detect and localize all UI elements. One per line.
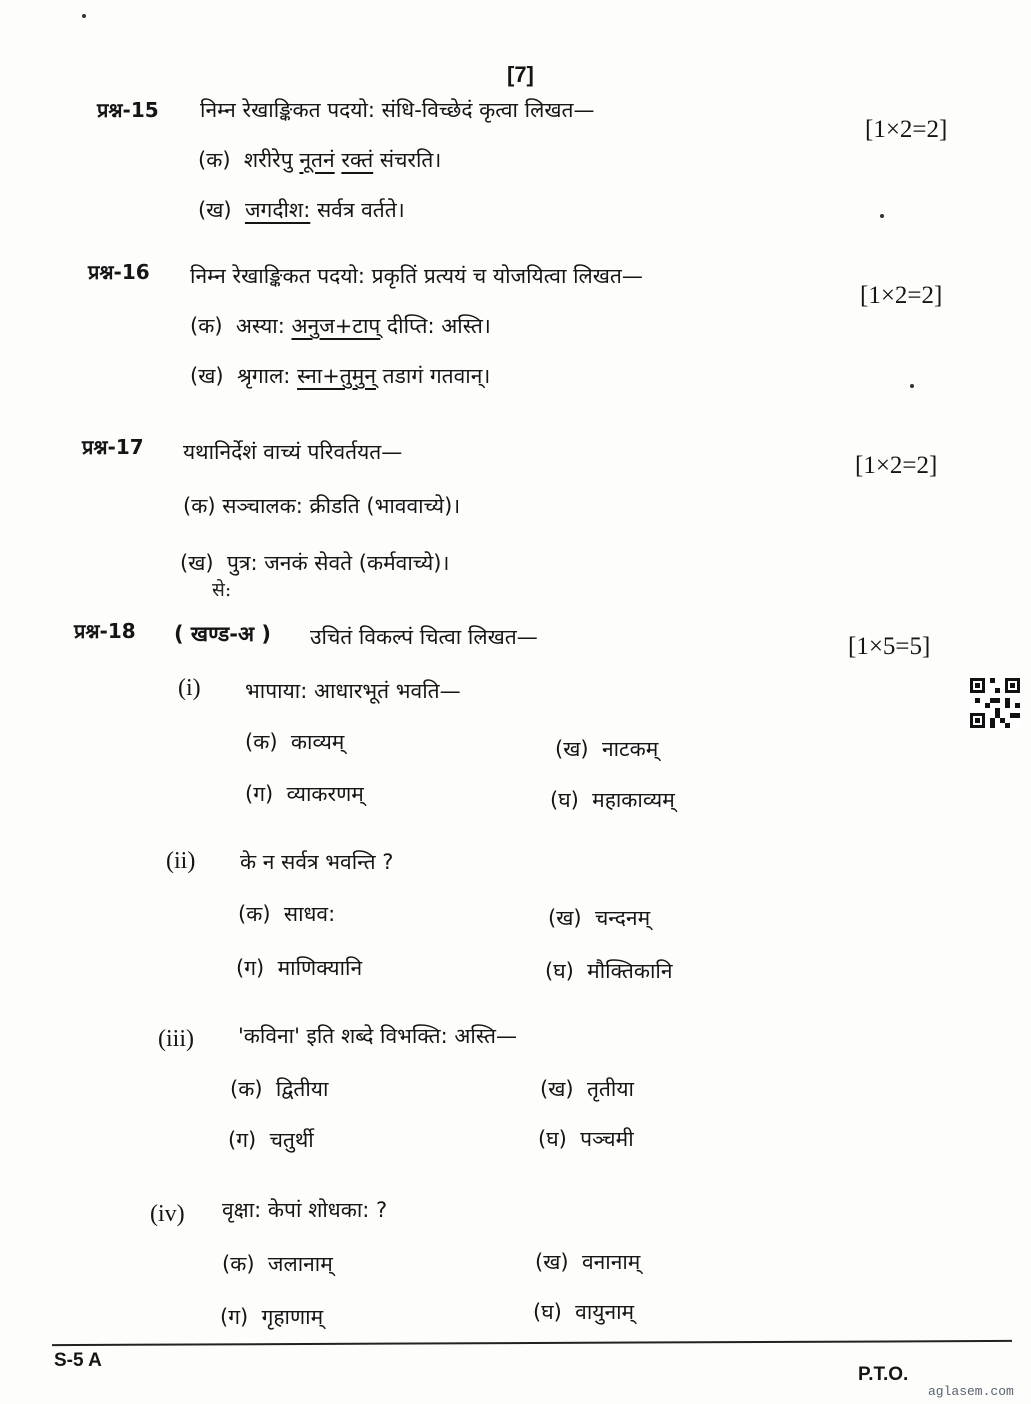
qr-code-icon [970,678,1020,728]
q17-a [183,492,460,520]
option-marker: (ग) [228,1128,257,1152]
option [228,1126,314,1154]
option-text: तृतीया [586,1077,634,1101]
option-text: जलानाम् [267,1252,333,1276]
option-marker: (क) [190,314,223,338]
option-marker: (ख) [198,198,232,222]
option-marker: (घ) [533,1300,562,1324]
q17-marks: [1×2=2] [855,452,938,479]
q16-a [190,312,491,340]
q16-marks: [1×2=2] [860,282,943,309]
option [236,954,362,982]
q17-a-text: सञ्चालक: क्रीडति (भाववाच्ये)। [222,494,461,518]
item-question: भापाया: आधारभूतं भवति— [245,679,461,703]
option [548,904,650,932]
q15-a [198,146,441,174]
option [535,1248,640,1276]
q15-a-post: संचरति। [379,148,442,172]
option [538,1125,634,1153]
option [555,735,658,763]
item-question: 'कविना' इति शब्दे विभक्ति: अस्ति— [238,1024,517,1048]
pto-label: P.T.O. [858,1364,909,1385]
scan-speck [910,384,914,388]
q15-b-underline-1: जगदीश: [244,198,311,222]
q16-b-post: तडागं गतवान्। [382,364,491,388]
option-text: नाटकम् [601,737,659,761]
paper-code: S-5 A [54,1350,102,1371]
option [220,1303,323,1331]
option [245,728,344,756]
option-marker: (ग) [236,956,265,980]
option-marker: (क) [222,1252,255,1276]
page-number: [7] [507,62,534,87]
option-text: मौक्तिकानि [587,959,673,983]
option-text: साधव: [283,902,336,926]
option-marker: (ख) [555,737,589,761]
option-text: काव्यम् [290,730,345,754]
item-question: वृक्षा: केपां शोधका: ? [222,1198,388,1222]
option-marker: (क) [198,148,231,172]
q17-text: यथानिर्देशं वाच्यं परिवर्तयत— [183,440,403,464]
option-marker: (ग) [220,1305,249,1329]
option-marker: (ख) [180,551,214,575]
q17-label: प्रश्न-17 [82,435,144,459]
option [245,780,364,808]
option-marker: (ख) [190,364,224,388]
q17-b [180,549,449,577]
option-marker: (घ) [545,959,574,983]
option [238,900,335,928]
q15-label: प्रश्न-15 [97,98,159,122]
option-text: चतुर्थी [269,1128,314,1152]
option-marker: (क) [245,730,278,754]
option [222,1250,333,1278]
q15-b-post: सर्वत्र वर्तते। [316,198,405,222]
option-text: माणिक्यानि [277,956,363,980]
option-marker: (ख) [540,1077,574,1101]
q18-marks: [1×5=5] [848,633,931,660]
q17-b-text: पुत्र: जनकं सेवते (कर्मवाच्ये)। [226,551,450,575]
q16-b-pre: श्रृगाल: [236,364,291,388]
option [540,1075,634,1103]
item-number: (i) [178,675,201,701]
q16-text: निम्न रेखाङ्किकत पदयो: प्रकृतिं प्रत्ययं च योजयित्वा लिखत— [190,264,643,288]
q15-marks: [1×2=2] [865,116,948,143]
option-marker: (क) [183,494,216,518]
handwritten-note: से: [212,579,232,601]
option-text: वायुनाम् [575,1300,635,1324]
item-number: (ii) [166,848,196,874]
option-text: चन्दनम् [594,906,651,930]
option [550,786,675,814]
option [545,957,672,985]
q15-a-pre: शरीरेपु [243,148,293,172]
q16-a-pre: अस्या: [235,314,285,338]
scan-speck [82,14,86,18]
q16-a-underline-1: अनुज+टाप् [291,314,381,338]
q16-a-post: दीप्ति: अस्ति। [387,314,491,338]
option-marker: (क) [230,1077,263,1101]
option-text: गृहाणाम् [261,1305,324,1329]
q18-section: ( खण्ड-अ ) [174,622,271,646]
item-number: (iii) [158,1026,194,1052]
q18-label: प्रश्न-18 [74,619,136,643]
option-marker: (ख) [548,906,582,930]
q16-b-underline-1: स्ना+तुमुन् [297,364,376,388]
option-text: पञ्चमी [580,1127,634,1151]
option-text: महाकाव्यम् [592,788,675,812]
option-marker: (घ) [550,788,579,812]
item-question: के न सर्वत्र भवन्ति ? [240,850,394,874]
option [230,1075,328,1103]
scan-speck [880,214,884,218]
q15-text: निम्न रेखाङ्किकत पदयो: संधि-विच्छेदं कृत्वा लिखत— [200,98,595,122]
option-marker: (घ) [538,1127,567,1151]
q18-text: उचितं विकल्पं चित्वा लिखत— [310,625,538,649]
item-number: (iv) [150,1201,185,1227]
option-text: वनानाम् [581,1250,641,1274]
footer-rule [52,1340,1012,1346]
q15-a-underline-1: नूतनं [299,148,335,172]
option-text: व्याकरणम् [286,782,364,806]
q16-b [190,362,490,390]
q15-b [198,196,405,224]
option-marker: (ख) [535,1250,569,1274]
option-text: द्वितीया [275,1077,329,1101]
q16-label: प्रश्न-16 [88,260,150,284]
q15-a-underline-2: रक्तं [341,148,374,172]
option-marker: (क) [238,902,271,926]
watermark: aglasem.com [928,1384,1014,1399]
option-marker: (ग) [245,782,274,806]
option [533,1298,634,1326]
